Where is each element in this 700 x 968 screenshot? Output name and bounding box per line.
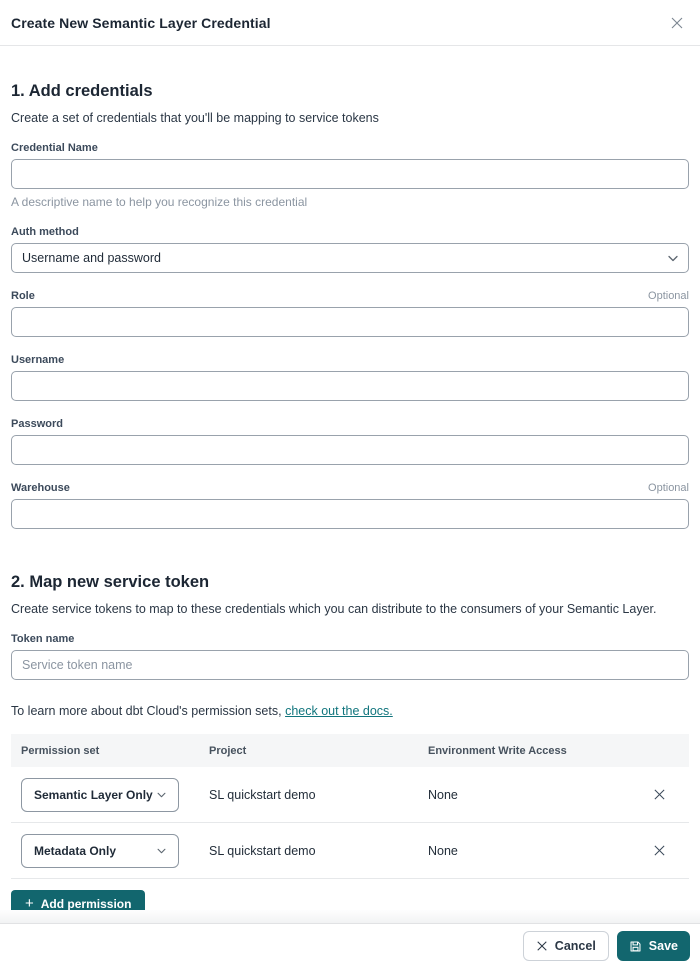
remove-permission-button[interactable] — [649, 784, 670, 805]
chevron-down-icon — [157, 848, 166, 854]
username-input[interactable] — [11, 371, 689, 401]
save-label: Save — [648, 939, 678, 953]
header-project: Project — [209, 744, 247, 757]
credential-name-helper: A descriptive name to help you recognize this credential — [11, 195, 308, 209]
warehouse-label: Warehouse — [11, 482, 70, 494]
close-icon — [653, 844, 666, 857]
permission-set-selected-value: Semantic Layer Only — [34, 787, 153, 802]
section2-heading: 2. Map new service token — [11, 573, 210, 591]
project-cell: SL quickstart demo — [209, 787, 316, 802]
permissions-table-header — [11, 734, 689, 767]
auth-method-select[interactable] — [11, 243, 689, 273]
environment-write-access-cell: None — [428, 843, 458, 858]
password-field-group — [11, 418, 689, 465]
permission-row — [11, 823, 689, 879]
cancel-button[interactable] — [523, 931, 609, 961]
warehouse-field-group — [11, 482, 689, 529]
section2-description: Create service tokens to map to these credentials which you can distribute to the consumers of your Semantic Layer. — [11, 602, 657, 616]
permission-row — [11, 767, 689, 823]
credential-name-label: Credential Name — [11, 142, 98, 154]
modal-header — [0, 0, 700, 46]
role-label: Role — [11, 290, 35, 302]
chevron-down-icon — [668, 255, 678, 262]
modal-footer — [0, 924, 700, 968]
environment-write-access-cell: None — [428, 787, 458, 802]
close-icon — [670, 16, 684, 30]
username-label: Username — [11, 354, 65, 366]
permission-set-select[interactable] — [21, 778, 179, 812]
plus-icon: + — [25, 895, 34, 910]
chevron-down-icon — [157, 792, 166, 798]
modal-body — [0, 46, 700, 910]
password-label: Password — [11, 418, 63, 430]
project-cell: SL quickstart demo — [209, 843, 316, 858]
add-permission-label: Add permission — [40, 896, 132, 910]
warehouse-optional-tag: Optional — [648, 482, 689, 494]
password-input[interactable] — [11, 435, 689, 465]
auth-method-label: Auth method — [11, 226, 79, 238]
section1-heading: 1. Add credentials — [11, 82, 153, 100]
footer-divider — [0, 910, 700, 924]
save-button[interactable] — [617, 931, 690, 961]
warehouse-input[interactable] — [11, 499, 689, 529]
docs-prefix-text: To learn more about dbt Cloud's permission sets, — [11, 704, 286, 718]
remove-permission-button[interactable] — [649, 840, 670, 861]
close-icon — [653, 788, 666, 801]
save-icon — [629, 940, 642, 953]
close-button[interactable] — [668, 14, 686, 32]
permission-set-selected-value: Metadata Only — [34, 843, 117, 858]
close-icon — [536, 940, 548, 952]
add-permission-button[interactable] — [11, 890, 145, 910]
permission-set-select[interactable] — [21, 834, 179, 868]
role-optional-tag: Optional — [648, 290, 689, 302]
credential-name-field-group — [11, 142, 689, 209]
docs-link[interactable]: check out the docs. — [285, 704, 393, 718]
permissions-table — [11, 734, 689, 879]
header-environment-write-access: Environment Write Access — [428, 744, 567, 757]
header-permission-set: Permission set — [21, 744, 100, 757]
token-name-input[interactable] — [11, 650, 689, 680]
token-name-label: Token name — [11, 633, 75, 645]
role-input[interactable] — [11, 307, 689, 337]
token-name-field-group — [11, 633, 689, 680]
credential-name-input[interactable] — [11, 159, 689, 189]
auth-method-selected-value: Username and password — [22, 251, 161, 265]
section1-description: Create a set of credentials that you'll be mapping to service tokens — [11, 111, 379, 125]
role-field-group — [11, 290, 689, 337]
username-field-group — [11, 354, 689, 401]
cancel-label: Cancel — [554, 939, 596, 953]
auth-method-field-group — [11, 226, 689, 273]
docs-line — [11, 704, 689, 718]
modal-title: Create New Semantic Layer Credential — [11, 14, 271, 31]
